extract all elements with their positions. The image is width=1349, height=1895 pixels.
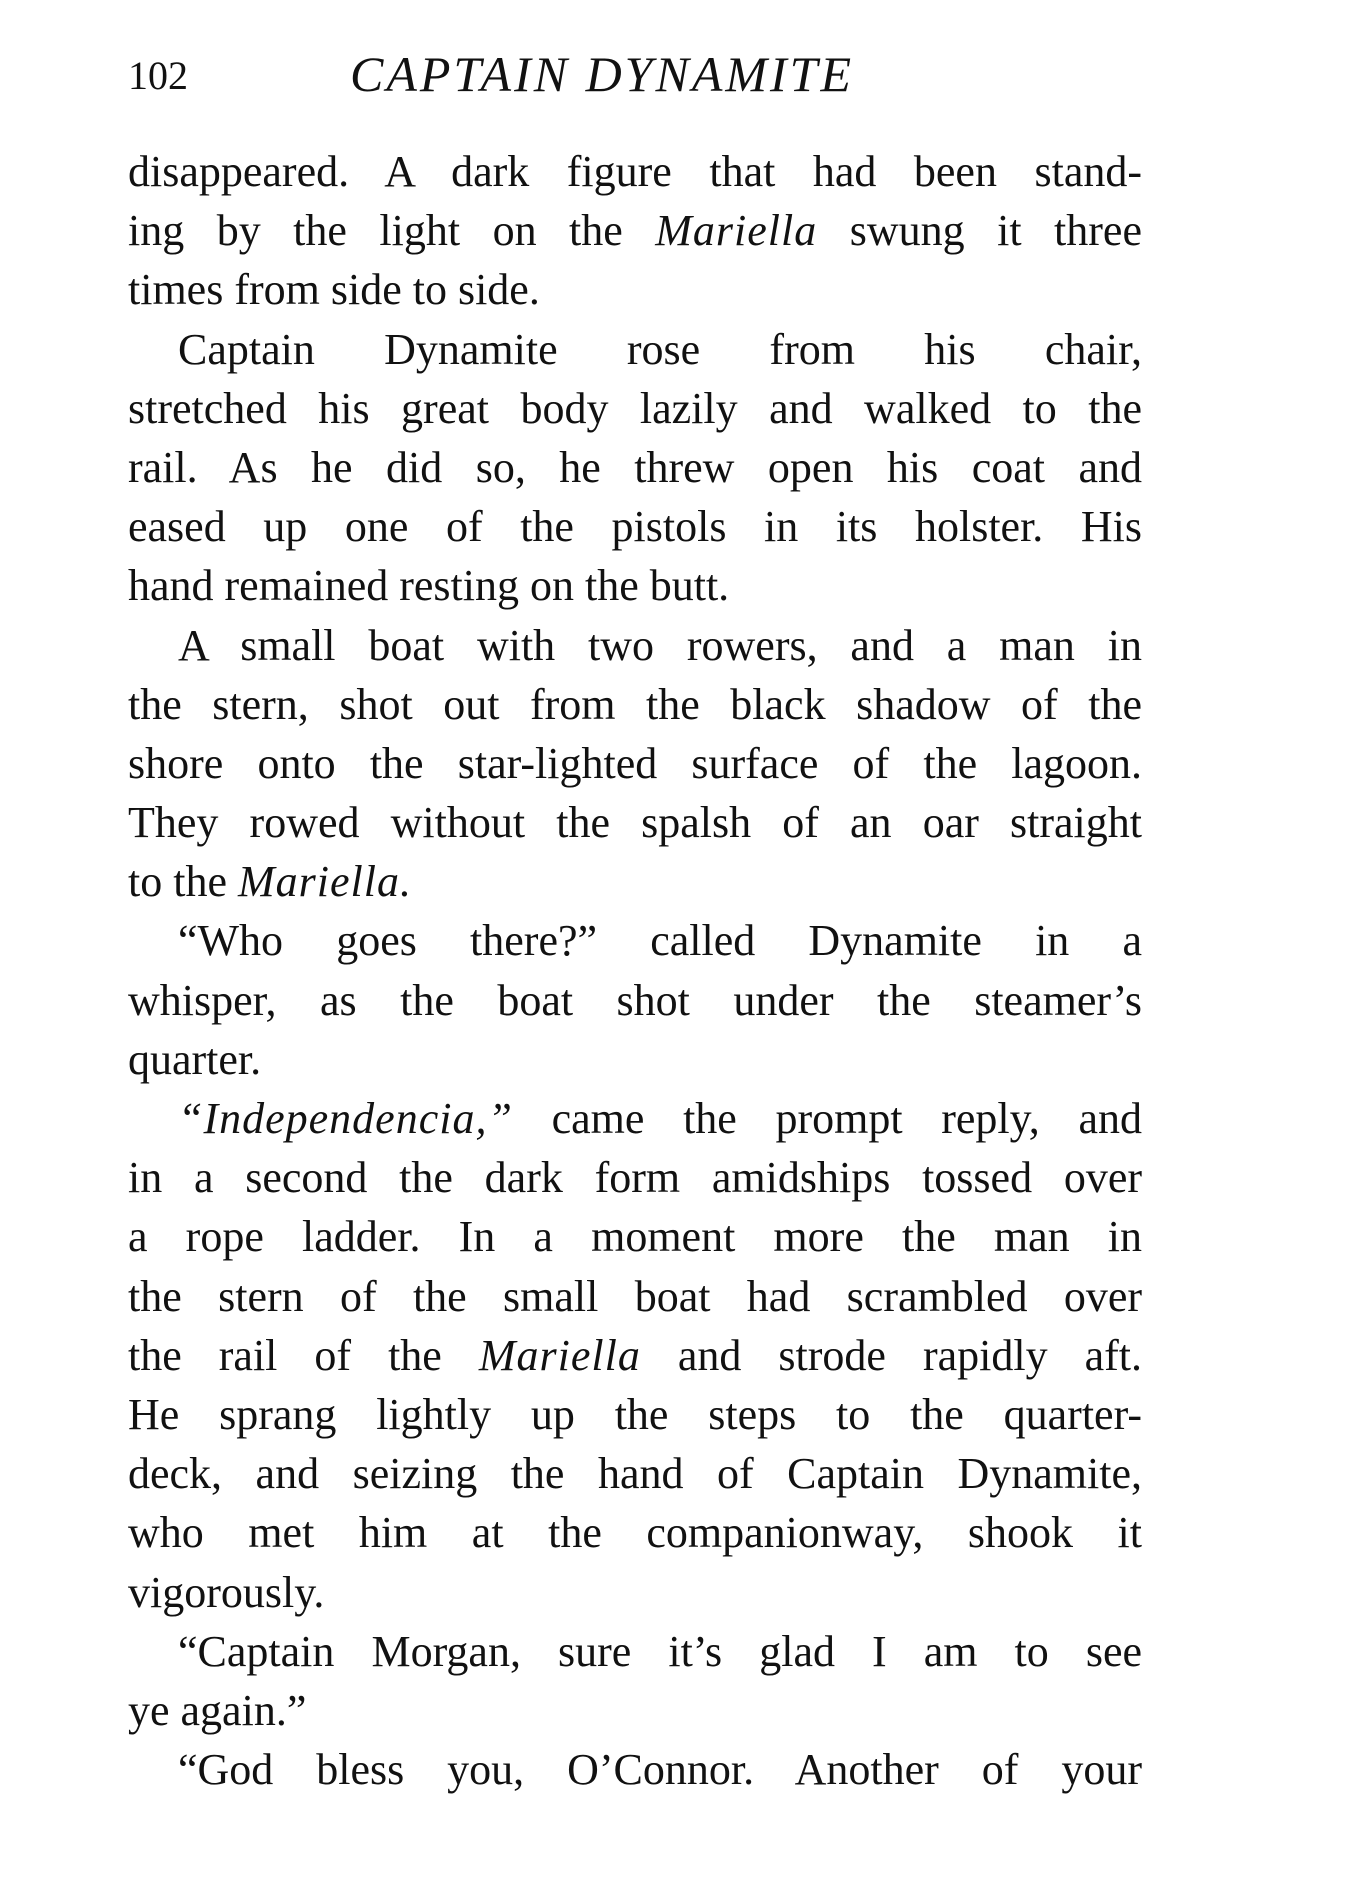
text-line: [128, 1326, 1142, 1385]
text-segment: ing by the light on the: [128, 206, 656, 256]
text-line-content: [128, 438, 1142, 497]
text-line-content: [178, 1622, 1142, 1681]
text-segment: vigorously.: [128, 1567, 325, 1617]
text-line: [128, 260, 1142, 319]
text-segment: disappeared. A dark figure that had been stand-: [128, 147, 1142, 196]
italic-text: Mariella.: [237, 857, 412, 907]
text-line-content: [128, 1444, 1142, 1503]
text-line-content: [128, 1326, 1142, 1385]
text-line: [128, 497, 1142, 556]
text-segment: a rope ladder. In a moment more the man in: [128, 1212, 1142, 1262]
text-segment: hand remained resting on the butt.: [128, 561, 730, 611]
text-line: [128, 201, 1142, 260]
text-line-content: [128, 793, 1142, 852]
text-segment: Captain Dynamite rose from his chair,: [178, 324, 1142, 374]
running-title: CAPTAIN DYNAMITE: [350, 46, 855, 102]
text-line: [128, 1503, 1142, 1562]
text-segment: “God bless you, O’Connor. Another of your: [178, 1745, 1142, 1795]
text-line-content: [128, 675, 1142, 734]
text-segment: and strode rapidly aft.: [640, 1330, 1142, 1380]
text-segment: deck, and seizing the hand of Captain Dynamite,: [128, 1449, 1142, 1499]
paragraph: [128, 142, 1142, 320]
text-segment: stretched his great body lazily and walked to the: [128, 383, 1142, 433]
text-line-content: [128, 142, 1142, 201]
text-segment: swung it three: [817, 206, 1142, 256]
paragraph: [128, 320, 1142, 616]
text-line-content: [128, 260, 1142, 319]
text-line-content: [128, 201, 1142, 260]
text-segment: shore onto the star-lighted surface of the lagoon.: [128, 738, 1142, 788]
paragraph: [128, 1089, 1142, 1622]
text-line: [128, 852, 1142, 911]
text-line: [128, 320, 1142, 379]
text-line: [128, 1207, 1142, 1266]
text-segment: They rowed without the spalsh of an oar straight: [128, 798, 1142, 848]
text-line: [128, 1740, 1142, 1799]
text-line: [128, 1444, 1142, 1503]
text-line: [128, 1148, 1142, 1207]
text-segment: the stern, shot out from the black shadow of the: [128, 679, 1142, 729]
text-segment: A small boat with two rowers, and a man in: [178, 620, 1142, 670]
italic-text: Mariella: [655, 206, 818, 256]
italic-text: “Independencia,”: [178, 1094, 513, 1143]
text-line: [128, 675, 1142, 734]
text-line-content: [128, 734, 1142, 793]
body-text: [128, 142, 1142, 1799]
text-line-content: [178, 1740, 1142, 1799]
text-line: [128, 971, 1142, 1030]
text-line: [128, 616, 1142, 675]
text-line: [128, 142, 1142, 201]
text-segment: He sprang lightly up the steps to the quarter-: [128, 1389, 1142, 1439]
paragraph: [128, 616, 1142, 912]
text-line-content: [128, 379, 1142, 438]
text-segment: whisper, as the boat shot under the steamer’s: [128, 975, 1142, 1025]
text-line-content: [128, 1385, 1142, 1444]
text-segment: times from side to side.: [128, 265, 540, 315]
text-line-content: [128, 1148, 1142, 1207]
text-line-content: [128, 971, 1142, 1030]
text-segment: eased up one of the pistols in its holster. His: [128, 502, 1142, 552]
text-segment: came the prompt reply, and: [512, 1094, 1142, 1143]
text-segment: quarter.: [128, 1034, 262, 1084]
text-line: [128, 1563, 1142, 1622]
text-line: [128, 1681, 1142, 1740]
text-line-content: [128, 1563, 1142, 1622]
text-line: [128, 1089, 1142, 1148]
text-line-content: [128, 556, 1142, 615]
text-line-content: [178, 911, 1142, 970]
text-segment: “Who goes there?” called Dynamite in a: [178, 916, 1142, 966]
text-segment: ye again.”: [128, 1685, 307, 1735]
paragraph: [128, 1740, 1142, 1799]
text-line-content: [178, 320, 1142, 379]
text-line: [128, 911, 1142, 970]
text-line-content: [128, 497, 1142, 556]
text-segment: to the: [128, 857, 238, 907]
text-line-content: [128, 1030, 1142, 1089]
text-line-content: [178, 616, 1142, 675]
text-line: [128, 1267, 1142, 1326]
text-line: [128, 793, 1142, 852]
paragraph: [128, 911, 1142, 1089]
text-segment: the stern of the small boat had scrambled over: [128, 1271, 1142, 1321]
text-line: [128, 438, 1142, 497]
page-number: 102: [128, 53, 188, 98]
text-line: [128, 379, 1142, 438]
text-segment: “Captain Morgan, sure it’s glad I am to see: [178, 1626, 1142, 1676]
text-line-content: [128, 1267, 1142, 1326]
text-line: [128, 556, 1142, 615]
text-line-content: [128, 1681, 1142, 1740]
text-line: [128, 734, 1142, 793]
text-line: [128, 1622, 1142, 1681]
paragraph: [128, 1622, 1142, 1740]
text-line-content: [128, 1207, 1142, 1266]
text-segment: in a second the dark form amidships tossed over: [128, 1153, 1142, 1203]
text-line-content: [178, 1089, 1142, 1148]
italic-text: Mariella: [478, 1330, 641, 1380]
text-line-content: [128, 852, 1142, 911]
text-line: [128, 1030, 1142, 1089]
text-line-content: [128, 1503, 1142, 1562]
text-segment: the rail of the: [128, 1330, 479, 1380]
text-segment: rail. As he did so, he threw open his coat and: [128, 442, 1142, 492]
text-segment: who met him at the companionway, shook it: [128, 1508, 1142, 1558]
text-line: [128, 1385, 1142, 1444]
